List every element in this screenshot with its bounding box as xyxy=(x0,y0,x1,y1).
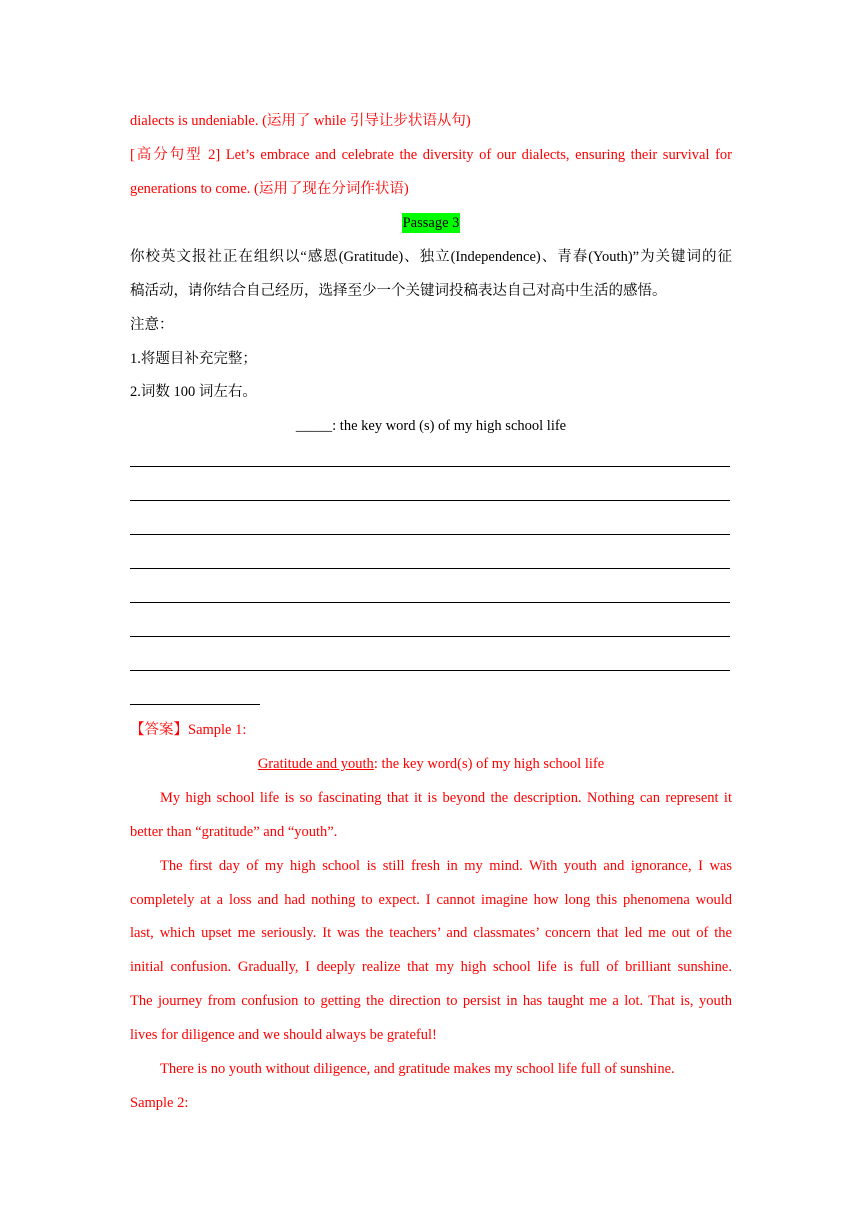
writing-line-4 xyxy=(130,568,730,569)
paragraph-3-line-1: There is no youth without diligence, and gratitude makes my school life full of sunshine. xyxy=(160,1061,675,1077)
note-1: 1.将题目补充完整； xyxy=(130,351,257,367)
paragraph-2-line-3: last, which upset me seriously. It was the teachers’ and classmates’ concern that led me out of the xyxy=(130,925,732,941)
sample-2-label: Sample 2: xyxy=(130,1095,189,1111)
writing-line-6 xyxy=(130,636,730,637)
note-label: 注意： xyxy=(130,317,174,333)
paragraph-1-line-1: My high school life is so fascinating that it is beyond the description. Nothing can represent it xyxy=(160,790,732,806)
writing-line-1 xyxy=(130,466,730,467)
paragraph-2-line-1: The first day of my high school is still fresh in my mind. With youth and ignorance, I was xyxy=(160,858,732,874)
writing-line-8 xyxy=(130,704,260,705)
intro-line-3: generations to come. (运用了现在分词作状语) xyxy=(130,181,409,197)
paragraph-1-line-2: better than “gratitude” and “youth”. xyxy=(130,824,338,840)
task-line-2: 稿活动，请你结合自己经历，选择至少一个关键词投稿表达自己对高中生活的感悟。 xyxy=(130,283,667,299)
passage-heading: Passage 3 xyxy=(402,215,460,231)
task-line-1: 你校英文报社正在组织以“感恩(Gratitude)、独立(Independence)、青春(Youth)”为关键词的征 xyxy=(130,249,732,265)
sample-1-label: Sample 1: xyxy=(188,722,247,738)
answer-heading xyxy=(130,720,732,740)
note-2: 2.词数 100 词左右。 xyxy=(130,384,257,400)
sample-1-title-keywords: Gratitude and youth xyxy=(257,756,374,772)
prompt-title: _____: the key word (s) of my high school life xyxy=(295,418,567,434)
intro-line-1: dialects is undeniable. (运用了 while 引导让步状语从句) xyxy=(130,113,471,129)
writing-line-2 xyxy=(130,500,730,501)
passage-heading-row xyxy=(130,213,732,233)
paragraph-2-line-6: lives for diligence and we should always be grateful! xyxy=(130,1027,437,1043)
paragraph-2-line-2: completely at a loss and had nothing to expect. I cannot imagine how long this phenomena would xyxy=(130,892,732,908)
writing-line-5 xyxy=(130,602,730,603)
paragraph-2-line-5: The journey from confusion to getting the direction to persist in has taught me a lot. That is, youth xyxy=(130,993,732,1009)
paragraph-2-line-4: initial confusion. Gradually, I deeply realize that my high school life is full of brilliant sunshine. xyxy=(130,959,732,975)
intro-line-2: [高分句型 2] Let’s embrace and celebrate the diversity of our dialects, ensuring their survival for xyxy=(130,147,732,163)
writing-line-3 xyxy=(130,534,730,535)
sample-1-title xyxy=(130,754,732,774)
sample-1-title-rest: : the key word(s) of my high school life xyxy=(373,756,605,772)
answer-label: 【答案】 xyxy=(130,722,188,738)
writing-line-7 xyxy=(130,670,730,671)
